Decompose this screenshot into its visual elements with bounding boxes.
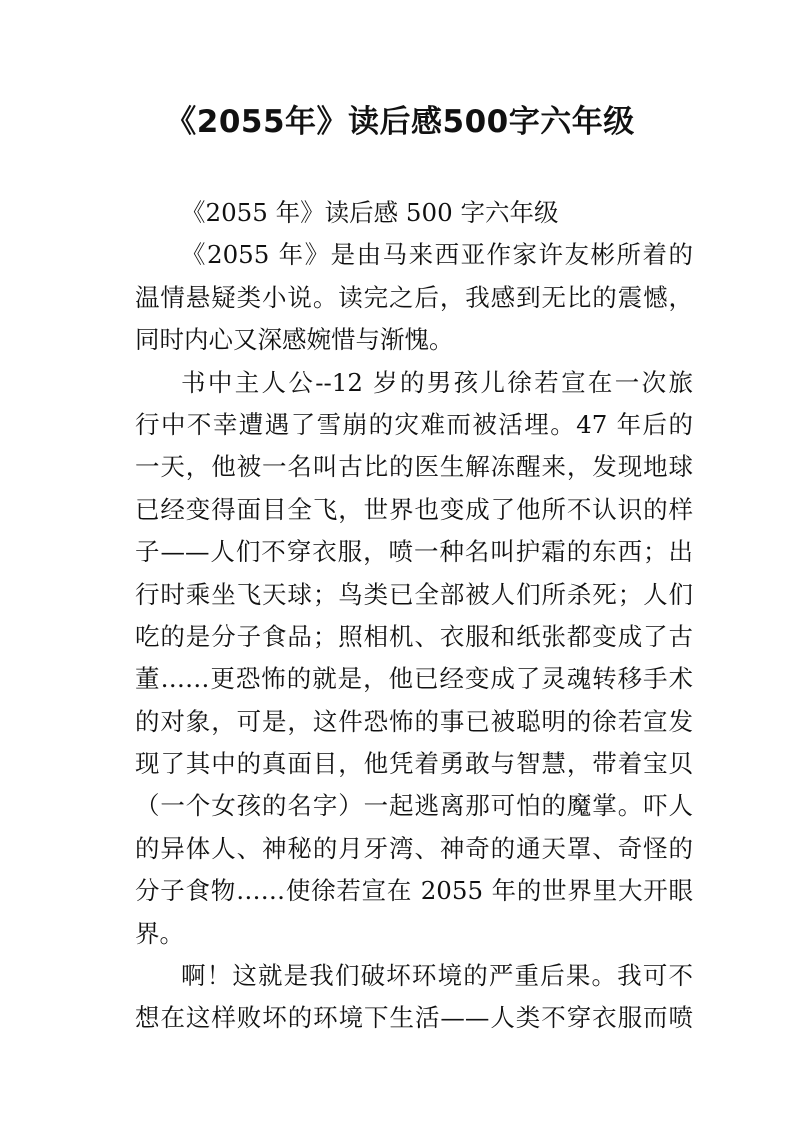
text-line: 的异体人、神秘的月牙湾、神奇的通天罩、奇怪的: [135, 833, 693, 863]
text-line: 行中不幸遭遇了雪崩的灾难而被活埋。47 年后的: [135, 409, 693, 439]
text-line: 啊！这就是我们破坏环境的严重后果。我可不: [181, 961, 693, 991]
text-line: 分子食物……使徐若宣在 2055 年的世界里大开眼: [135, 876, 693, 906]
text-line: 同时内心又深感婉惜与渐愧。: [135, 325, 454, 355]
text-line: （一个女孩的名字）一起逃离那可怕的魔掌。吓人: [135, 791, 693, 821]
text-line: 《2055 年》是由马来西亚作家许友彬所着的: [181, 240, 693, 270]
text-line: 行时乘坐飞天球；鸟类已全部被人们所杀死；人们: [135, 579, 693, 609]
text-line: 界。: [135, 918, 184, 948]
document-body: [135, 192, 693, 1040]
paragraph: [135, 234, 693, 361]
subtitle-paragraph: [135, 192, 693, 234]
paragraph: [135, 955, 693, 1040]
text-line: 已经变得面目全飞，世界也变成了他所不认识的样: [135, 494, 693, 524]
document-title: 《2055年》读后感500字六年级: [165, 104, 635, 140]
text-line: 想在这样败坏的环境下生活——人类不穿衣服而喷: [135, 1003, 693, 1033]
text-line: 的对象，可是，这件恐怖的事已被聪明的徐若宣发: [135, 706, 693, 736]
text-line: 吃的是分子食品；照相机、衣服和纸张都变成了古: [135, 621, 693, 651]
paragraph: [135, 362, 693, 955]
text-line: 《2055 年》读后感 500 字六年级: [181, 198, 559, 227]
text-line: 董……更恐怖的就是，他已经变成了灵魂转移手术: [135, 664, 693, 694]
text-line: 一天，他被一名叫古比的医生解冻醒来，发现地球: [135, 452, 693, 482]
text-line: 书中主人公--12 岁的男孩儿徐若宣在一次旅: [181, 367, 693, 397]
text-line: 温情悬疑类小说。读完之后，我感到无比的震憾，: [135, 282, 693, 312]
text-line: 现了其中的真面目，他凭着勇敢与智慧，带着宝贝: [135, 749, 693, 779]
text-line: 子——人们不穿衣服，喷一种名叫护霜的东西；出: [135, 537, 693, 567]
